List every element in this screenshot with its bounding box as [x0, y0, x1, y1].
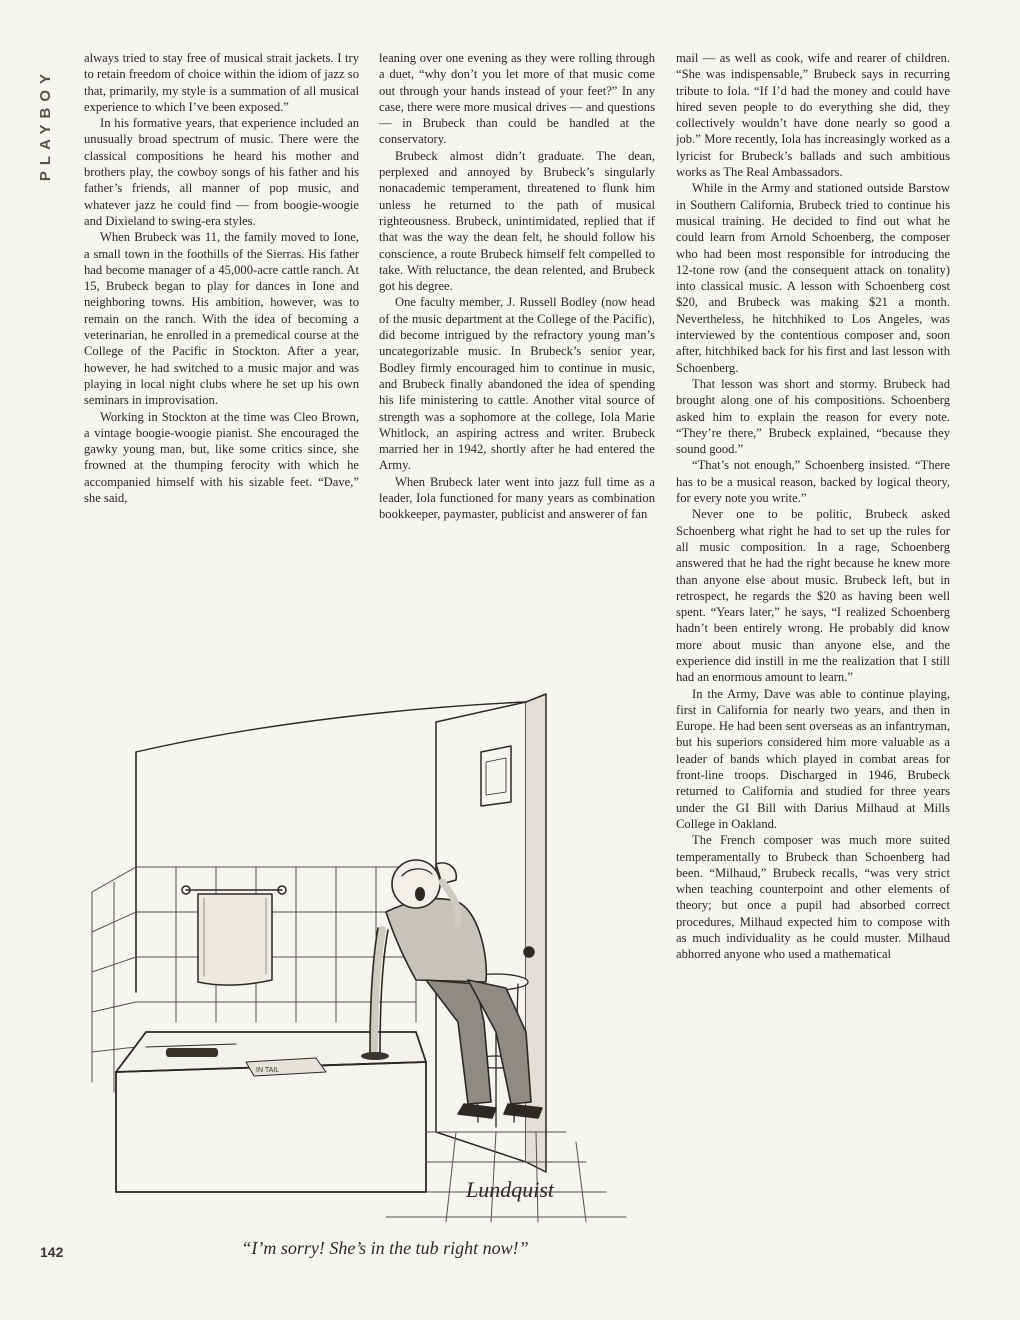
- article-column-3: [676, 50, 950, 1260]
- paragraph: always tried to stay free of musical strait jackets. I try to retain freedom of choice within the idiom of jazz so that, primarily, my style is a summation of all musical experience to which I’ve been exposed.”: [84, 51, 359, 114]
- paragraph: When Brubeck later went into jazz full time as a leader, Iola functioned for many years as combination bookkeeper, paymaster, publicist and answerer of fan: [379, 474, 655, 522]
- paragraph: “That’s not enough,” Schoenberg insisted. “There has to be a musical reason, backed by logical theory, for every note you write.”: [676, 458, 950, 506]
- paragraph: One faculty member, J. Russell Bodley (now head of the music department at the College of the Pacific), did become intrigued by the refractory young man’s uncategorizable music. In Brubeck’s senior year, Bodley firmly encouraged him to continue in music, and Brubeck finally abandoned the idea of spending his life ministering to cattle. Another vital source of strength was a sophomore at the college, Iola Marie Whitlock, an aspiring actress and writer. Brubeck married her in 1942, shortly after he had entered the Army.: [379, 295, 655, 473]
- svg-text:IN TAIL: IN TAIL: [256, 1067, 280, 1074]
- artist-signature: Lundquist: [466, 1177, 555, 1202]
- paragraph: That lesson was short and stormy. Brubeck had brought along one of his compositions. Schoenberg asked him to explain the reason for every note. “They’re there,” Brubeck explained, “because they sound good.”: [676, 376, 950, 457]
- page-number: 142: [40, 1244, 64, 1260]
- article-column-1: [84, 50, 359, 655]
- paragraph: The French composer was much more suited temperamentally to Brubeck than Schoenberg had been. “Milhaud,” Brubeck recalls, “was very strict when teaching counterpoint and other elements of theory; but once a pupil had absorbed correct procedures, Milhaud expected him to compose with as much individuality as he could muster. Milhaud abhorred anyone who used a mathematical: [676, 833, 950, 962]
- article-column-2: [379, 50, 655, 670]
- paragraph: leaning over one evening as they were rolling through a duet, “why don’t you let more of that music come out through your hands instead of your feet?” In any case, there were more musical drives — and questions — in Brubeck than could be handled at the conservatory.: [379, 51, 655, 147]
- paragraph: Never one to be politic, Brubeck asked Schoenberg what right he had to set up the rules for all music composition. In a rage, Schoenberg answered that he had the right because he knew more than anyone else about music. Brubeck left, but in retrospect, he regards the $20 as having been well spent. “Years later,” he says, “I realized Schoenberg hadn’t been entirely wrong. He probably did know more about music than anyone else, and the experience did instill in me the realization that I still had an enormous amount to learn.”: [676, 507, 950, 685]
- paragraph: mail — as well as cook, wife and rearer of children. “She was indispensable,” Brubeck says in recurring tribute to Iola. “If I’d had the money and could have hired seven people to do everything she did, they collectively wouldn’t have done nearly so good a job.” More recently, Iola has increasingly worked as a lyricist for Brubeck’s ballads and such ambitious works as The Real Ambassadors.: [676, 51, 950, 180]
- paragraph: In the Army, Dave was able to continue playing, first in California for nearly two years, and then in Europe. He had been sent overseas as an infantryman, but his superiors considered him more valuable as a leader of bands which played in combat areas for front-line troops. Discharged in 1946, Brubeck returned to California and studied for three years under the GI Bill with Darius Milhaud at Mills College in Oakland.: [676, 686, 950, 831]
- paragraph: While in the Army and stationed outside Barstow in Southern California, Brubeck tried to continue his musical training. He decided to find out what he could learn from Arnold Schoenberg, the composer who had been most responsible for introducing the 12-tone row (and the consequent attack on tonality) into classical music. A lesson with Schoenberg cost $20, and Brubeck was making $21 a month. Nevertheless, he hitchhiked to Los Angeles, was interviewed by the contentious composer and, soon after, hitchhiked back for his first and last lesson with Schoenberg.: [676, 181, 950, 375]
- paragraph: When Brubeck was 11, the family moved to Ione, a small town in the foothills of the Sierras. His father had become manager of a 45,000-acre cattle ranch. At 15, Brubeck began to play for dances in Ione and neighboring towns. His ambition, however, was to remain on the ranch. With the idea of becoming a veterinarian, he enrolled in a premedical course at the College of the Pacific in Stockton. After a year, however, he had switched to a music major and was playing in local night clubs where he set up his own seminars in improvisation.: [84, 230, 359, 408]
- towel-rack: [182, 886, 286, 985]
- paragraph: Working in Stockton at the time was Cleo Brown, a vintage boogie-woogie pianist. She encouraged the gawky young man, but, like some critics since, she frowned at the thumping ferocity with which he accompanied himself with his sizable feet. “Dave,” she said,: [84, 409, 359, 506]
- magazine-masthead: [26, 44, 66, 204]
- paragraph: Brubeck almost didn’t graduate. The dean, perplexed and annoyed by Brubeck’s singularly nonacademic temperament, threatened to flunk him unless he returned to the path of musical righteousness. Brubeck, unintimidated, replied that if that was the way the dean felt, he should follow his conscience, a route Brubeck himself felt compelled to take. With reluctance, the dean relented, and Brubeck got his degree.: [379, 148, 655, 294]
- bathroom-cartoon: [86, 662, 646, 1232]
- cartoon-caption: “I’m sorry! She’s in the tub right now!”: [241, 1238, 529, 1258]
- masthead-text: PLAYBOY: [37, 67, 55, 181]
- paragraph: In his formative years, that experience included an unusually broad spectrum of music. There were the classical compositions he heard his mother and brothers play, the cowboy songs of his father and his father’s friends, all manner of pop music, and whatever jazz he could find — from boogie-woogie and Dixieland to swing-era styles.: [84, 116, 359, 228]
